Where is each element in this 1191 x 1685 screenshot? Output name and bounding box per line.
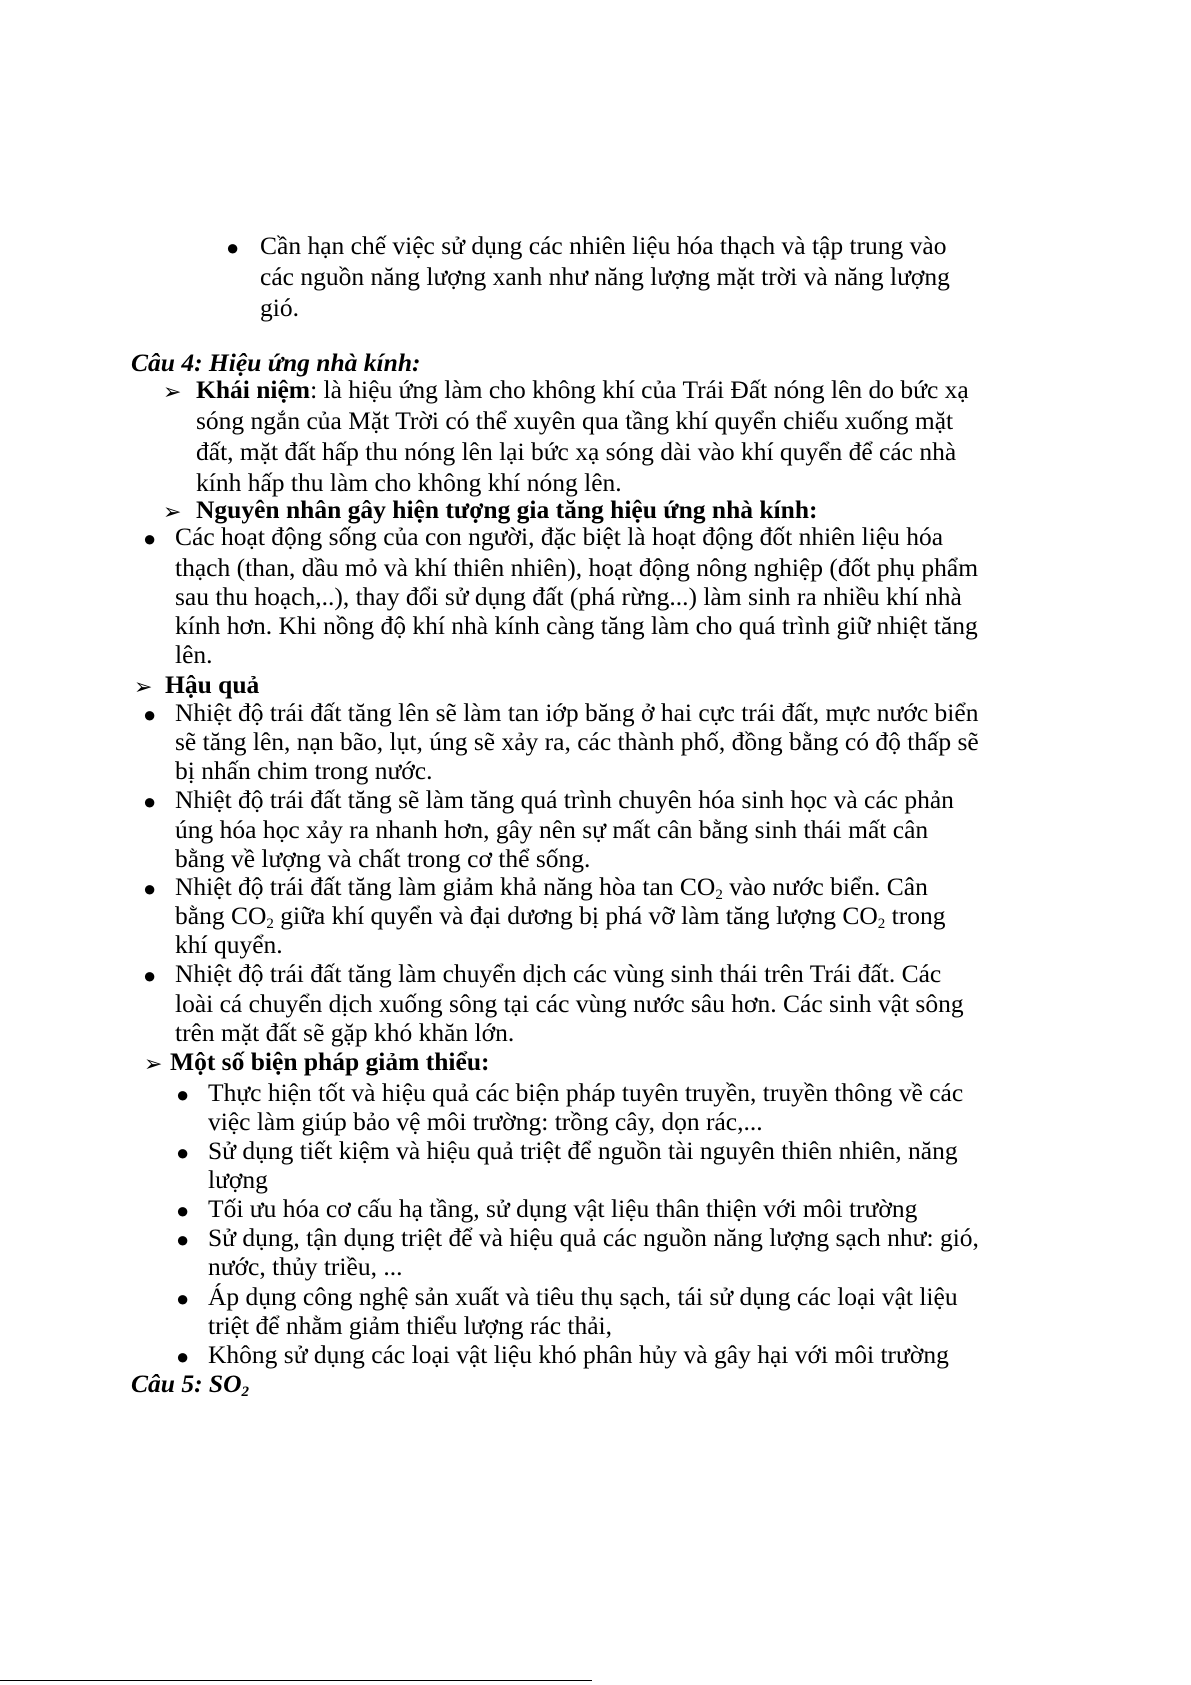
- text-line: việc làm giúp bảo vệ môi trường: trồng cây, dọn rác,...: [208, 1107, 763, 1136]
- text-line: các nguồn năng lượng xanh như năng lượng mặt trời và năng lượng: [260, 262, 950, 291]
- text-line: kính hấp thu làm cho không khí nóng lên.: [196, 468, 622, 497]
- arrow-bullet-icon: ➢: [163, 499, 182, 524]
- concept-line: [196, 374, 969, 405]
- text-fragment: Câu 5: SO: [131, 1369, 242, 1398]
- text-line: sau thu hoạch,..), thay đổi sử dụng đất (phá rừng...) làm sinh ra nhiều khí nhà: [175, 582, 962, 611]
- text-line: sóng ngắn của Mặt Trời có thể xuyên qua tầng khí quyển chiếu xuống mặt: [196, 406, 954, 435]
- text-fragment: Nhiệt độ trái đất tăng làm giảm khả năng hòa tan CO: [175, 872, 716, 901]
- subscript: 2: [266, 916, 274, 932]
- text-line: lên.: [175, 640, 213, 669]
- subscript: 2: [241, 1384, 250, 1400]
- text-line: loài cá chuyển dịch xuống sông tại các vùng nước sâu hơn. Các sinh vật sông: [175, 989, 964, 1018]
- text-line-co2: [175, 871, 928, 902]
- section-heading-q5: [131, 1368, 249, 1399]
- section-heading-q4: Câu 4: Hiệu ứng nhà kính:: [131, 348, 421, 377]
- text-line: gió.: [260, 293, 299, 322]
- bullet-icon: ●: [143, 876, 157, 901]
- text-line: Cần hạn chế việc sử dụng các nhiên liệu hóa thạch và tập trung vào: [260, 231, 947, 260]
- text-line: trên mặt đất sẽ gặp khó khăn lớn.: [175, 1018, 515, 1047]
- measures-heading: Một số biện pháp giảm thiểu:: [170, 1047, 490, 1076]
- text-fragment: bằng CO: [175, 901, 267, 930]
- bullet-icon: ●: [143, 702, 157, 727]
- bullet-icon: ●: [176, 1344, 190, 1369]
- bullet-icon: ●: [143, 526, 157, 551]
- text-line: Thực hiện tốt và hiệu quả các biện pháp tuyên truyền, truyền thông về các: [208, 1078, 964, 1107]
- concept-label: Khái niệm: [196, 375, 311, 404]
- subscript: 2: [877, 916, 886, 932]
- bullet-icon: ●: [176, 1140, 190, 1165]
- text-line: đất, mặt đất hấp thu nóng lên lại bức xạ sóng dài vào khí quyển để các nhà: [196, 437, 957, 466]
- text-line: Tối ưu hóa cơ cấu hạ tầng, sử dụng vật liệu thân thiện với môi trường: [208, 1194, 918, 1223]
- text-line: Các hoạt động sống của con người, đặc biệt là hoạt động đốt nhiên liệu hóa: [175, 522, 944, 551]
- bullet-icon: ●: [176, 1198, 190, 1223]
- text-line: úng hóa học xảy ra nhanh hơn, gây nên sự mất cân bằng sinh thái mất cân: [175, 815, 929, 844]
- subscript: 2: [715, 887, 723, 903]
- text-line: Nhiệt độ trái đất tăng lên sẽ làm tan iớp băng ở hai cực trái đất, mực nước biển: [175, 698, 979, 727]
- text-fragment: giữa khí quyển và đại dương bị phá vỡ làm tăng lượng CO: [273, 901, 878, 930]
- text-line: kính hơn. Khi nồng độ khí nhà kính càng tăng làm cho quá trình giữ nhiệt tăng: [175, 611, 978, 640]
- concept-text: : là hiệu ứng làm cho không khí của Trái Đất nóng lên do bức xạ: [310, 375, 969, 404]
- bullet-icon: ●: [143, 789, 157, 814]
- text-line: khí quyển.: [175, 930, 283, 959]
- arrow-bullet-icon: ➢: [134, 674, 153, 699]
- text-fragment: trong: [885, 901, 946, 930]
- arrow-bullet-icon: ➢: [144, 1051, 163, 1076]
- text-line: triệt để nhằm giảm thiểu lượng rác thải,: [208, 1311, 613, 1340]
- text-fragment: vào nước biển. Cân: [722, 872, 928, 901]
- bullet-icon: ●: [226, 235, 240, 260]
- text-line: Áp dụng công nghệ sản xuất và tiêu thụ sạch, tái sử dụng các loại vật liệu: [208, 1282, 958, 1311]
- text-line: thạch (than, dầu mỏ và khí thiên nhiên), hoạt động nông nghiệp (đốt phụ phẩm: [175, 553, 979, 582]
- text-line: sẽ tăng lên, nạn bão, lụt, úng sẽ xảy ra, các thành phố, đồng bằng có độ thấp sẽ: [175, 727, 979, 756]
- bullet-icon: ●: [176, 1286, 190, 1311]
- text-line: lượng: [208, 1165, 268, 1194]
- cause-heading: Nguyên nhân gây hiện tượng gia tăng hiệu ứng nhà kính:: [196, 495, 818, 524]
- text-line-co2: [175, 900, 945, 931]
- bullet-icon: ●: [176, 1227, 190, 1252]
- page-divider: [0, 1680, 592, 1681]
- text-line: Sử dụng, tận dụng triệt để và hiệu quả các nguồn năng lượng sạch như: gió,: [208, 1223, 979, 1252]
- text-line: Nhiệt độ trái đất tăng làm chuyển dịch các vùng sinh thái trên Trái đất. Các: [175, 959, 942, 988]
- text-line: bằng về lượng và chất trong cơ thể sống.: [175, 844, 591, 873]
- bullet-icon: ●: [143, 963, 157, 988]
- text-line: Không sử dụng các loại vật liệu khó phân hủy và gây hại với môi trường: [208, 1340, 949, 1369]
- text-line: bị nhấn chim trong nước.: [175, 756, 433, 785]
- arrow-bullet-icon: ➢: [163, 379, 182, 404]
- consequence-heading: Hậu quả: [165, 670, 260, 699]
- bullet-icon: ●: [176, 1082, 190, 1107]
- text-line: Sử dụng tiết kiệm và hiệu quả triệt để nguồn tài nguyên thiên nhiên, năng: [208, 1136, 958, 1165]
- text-line: nước, thủy triều, ...: [208, 1252, 403, 1281]
- text-line: Nhiệt độ trái đất tăng sẽ làm tăng quá trình chuyên hóa sinh học và các phản: [175, 785, 954, 814]
